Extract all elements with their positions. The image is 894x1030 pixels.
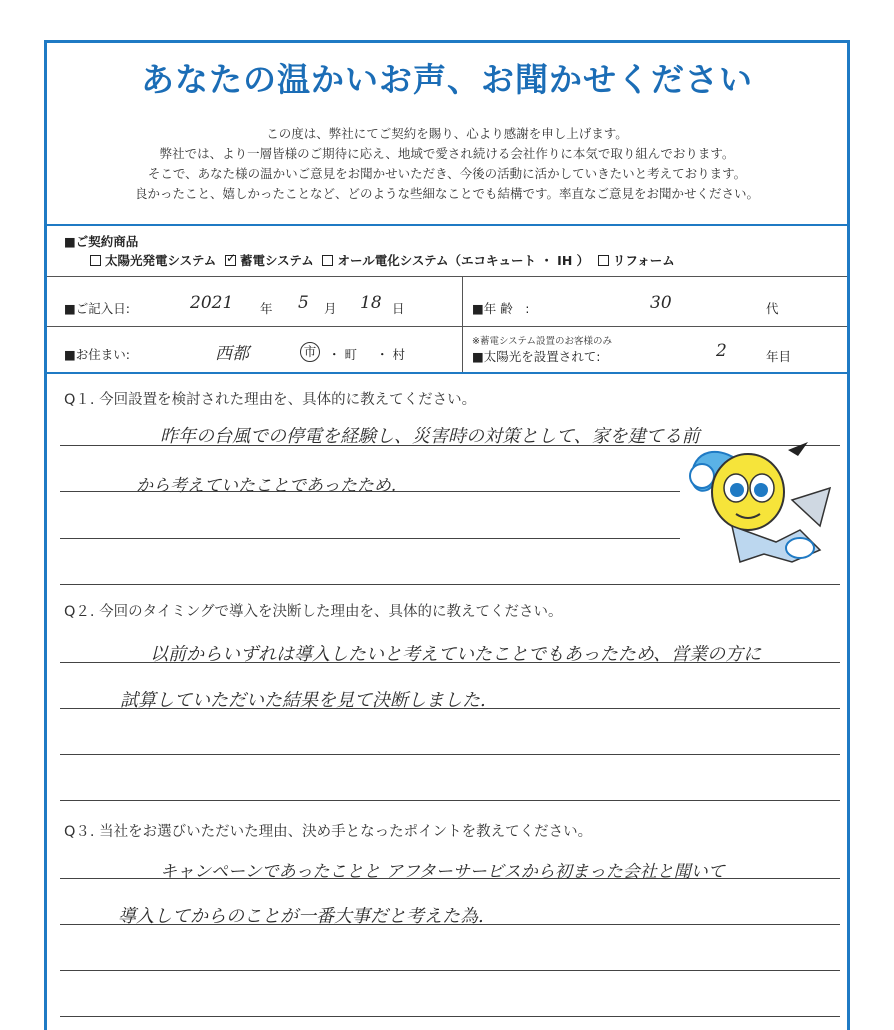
answer-rule	[60, 1016, 840, 1017]
page-title: あなたの温かいお声、お聞かせください	[141, 60, 753, 99]
mascot-illustration	[680, 430, 840, 570]
checkbox-all-electric[interactable]	[322, 255, 333, 266]
address-village: ・ 村	[376, 347, 405, 362]
date-month-value: 5	[298, 293, 309, 313]
age-label: ■年 齢 :	[472, 301, 530, 316]
intro-text	[60, 124, 834, 204]
contract-label: ■ご契約商品	[64, 234, 139, 249]
solar-value: 2	[716, 341, 727, 361]
question-1: Q１. 今回設置を検討された理由を、具体的に教えてください。	[64, 392, 477, 408]
mascot-pupil-right	[754, 483, 768, 497]
date-month-unit: 月	[324, 301, 337, 316]
address-town: ・ 町	[328, 347, 357, 362]
table-top-rule	[47, 224, 847, 226]
solar-unit: 年目	[766, 349, 792, 364]
answer-1-line-2: から考えていたことであったため.	[136, 476, 397, 496]
address-label: ■お住まい:	[64, 347, 131, 362]
mascot-glove	[690, 464, 714, 488]
date-year-unit: 年	[260, 301, 273, 316]
table-rule	[47, 276, 847, 277]
solar-label: ■太陽光を設置されて:	[472, 349, 601, 364]
mascot-pupil-left	[730, 483, 744, 497]
answer-rule	[60, 800, 840, 801]
answer-1-line-1: 昨年の台風での停電を経験し、災害時の対策として、家を建てる前	[160, 426, 700, 447]
answer-rule	[60, 538, 680, 539]
contract-options	[90, 251, 675, 269]
age-unit: 代	[766, 301, 779, 316]
answer-rule	[60, 584, 840, 585]
answer-rule	[60, 924, 840, 925]
table-rule	[47, 326, 847, 327]
table-bottom-rule	[47, 372, 847, 374]
question-2: Q２. 今回のタイミングで導入を決断した理由を、具体的に教えてください。	[64, 604, 563, 620]
answer-2-line-1: 以前からいずれは導入したいと考えていたことでもあったため、営業の方に	[150, 644, 762, 665]
checkbox-storage[interactable]	[225, 255, 236, 266]
table-divider	[462, 277, 463, 372]
answer-rule	[60, 491, 680, 492]
address-value: 西都	[215, 344, 249, 364]
intro-line: 良かったこと、嬉しかったことなど、どのような些細なことでも結構です。率直なご意見をお聞かせください。	[134, 186, 759, 201]
intro-line: 弊社では、より一層皆様のご期待に応え、地域で愛され続ける会社作りに本気で取り組んでおります。	[159, 146, 735, 161]
mascot-wing	[792, 488, 830, 526]
answer-2-line-2: 試算していただいた結果を見て決断しました.	[120, 690, 486, 711]
solar-note: ※蓄電システム設置のお客様のみ	[472, 336, 613, 347]
answer-rule	[60, 970, 840, 971]
date-year-value: 2021	[190, 293, 234, 313]
option-reform-label: リフォーム	[612, 253, 675, 268]
answer-3-line-2: 導入してからのことが一番大事だと考えた為.	[118, 906, 484, 927]
date-day-value: 18	[360, 293, 382, 313]
answer-3-line-1: キャンペーンであったことと アフターサービスから初まった会社と聞いて	[160, 862, 725, 882]
answer-rule	[60, 754, 840, 755]
option-storage-label: 蓄電システム	[239, 253, 314, 268]
mascot-antenna	[788, 442, 808, 456]
option-all-electric-label: オール電化システム（エコキュート ・ IH ）	[337, 253, 590, 268]
answer-rule	[60, 662, 840, 663]
address-city-circled: 市	[300, 342, 320, 362]
checkbox-reform[interactable]	[598, 255, 609, 266]
question-3: Q３. 当社をお選びいただいた理由、決め手となったポイントを教えてください。	[64, 824, 593, 840]
date-label: ■ご記入日:	[64, 301, 131, 316]
date-day-unit: 日	[392, 301, 405, 316]
age-value: 30	[650, 293, 672, 313]
option-solar-label: 太陽光発電システム	[105, 253, 217, 268]
intro-line: この度は、弊社にてご契約を賜り、心より感謝を申し上げます。	[266, 126, 628, 141]
answer-rule	[60, 878, 840, 879]
answer-rule	[60, 708, 840, 709]
mascot-foot	[786, 538, 814, 558]
intro-line: そこで、あなた様の温かいご意見をお聞かせいただき、今後の活動に活かしていきたいと考えております。	[147, 166, 747, 181]
checkbox-solar[interactable]	[90, 255, 101, 266]
